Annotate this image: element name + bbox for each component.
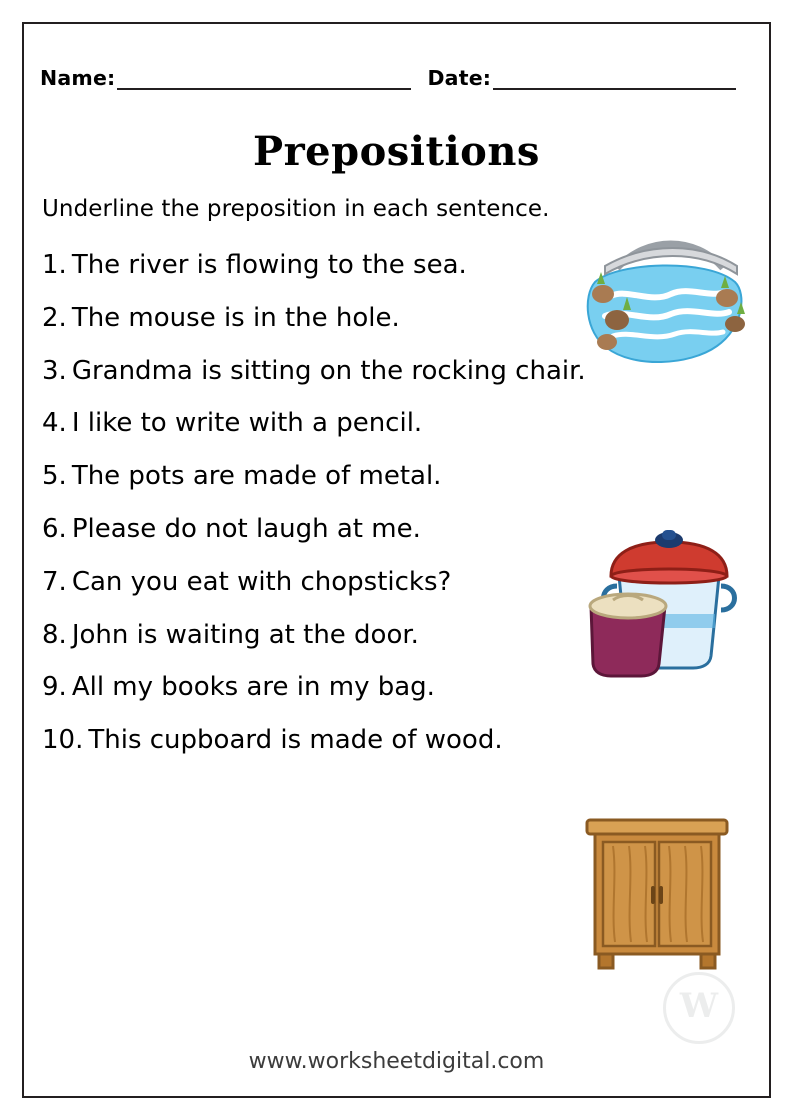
cooking-pots-illustration: [573, 524, 739, 688]
question-text: Can you eat with chopsticks?: [71, 566, 452, 597]
question-number: 10.: [42, 725, 84, 756]
name-date-row: [40, 66, 753, 90]
instructions-text: Underline the preposition in each sentence.: [42, 196, 550, 222]
cupboard-illustration: [581, 814, 733, 978]
question-text: The river is flowing to the sea.: [71, 250, 467, 280]
question-number: 2.: [42, 302, 67, 333]
question-number: 9.: [42, 672, 67, 703]
list-item: [42, 463, 751, 490]
list-item: [42, 727, 751, 754]
date-input-line[interactable]: [493, 68, 736, 90]
page-title: Prepositions: [253, 128, 540, 175]
name-label: Name:: [40, 66, 116, 90]
question-number: 5.: [42, 461, 67, 492]
name-input-line[interactable]: [117, 68, 411, 90]
watermark-logo: W: [663, 972, 735, 1044]
question-text: I like to write with a pencil.: [71, 408, 423, 439]
question-text: The mouse is in the hole.: [71, 302, 400, 333]
question-number: 8.: [42, 619, 67, 650]
river-illustration: [577, 224, 749, 378]
question-number: 4.: [42, 408, 67, 439]
question-text: Grandma is sitting on the rocking chair.: [71, 355, 586, 386]
question-text: The pots are made of metal.: [71, 461, 442, 492]
question-text: All my books are in my bag.: [71, 672, 435, 703]
list-item: [42, 410, 751, 437]
worksheet-border: [22, 22, 771, 1098]
question-number: 1.: [42, 250, 67, 280]
question-number: 7.: [42, 566, 67, 597]
footer-website: www.worksheetdigital.com: [248, 1049, 545, 1074]
question-number: 6.: [42, 513, 67, 544]
date-label: Date:: [427, 66, 492, 90]
question-text: Please do not laugh at me.: [71, 513, 421, 544]
question-number: 3.: [42, 355, 67, 386]
question-text: John is waiting at the door.: [71, 619, 419, 650]
question-text: This cupboard is made of wood.: [88, 725, 503, 756]
